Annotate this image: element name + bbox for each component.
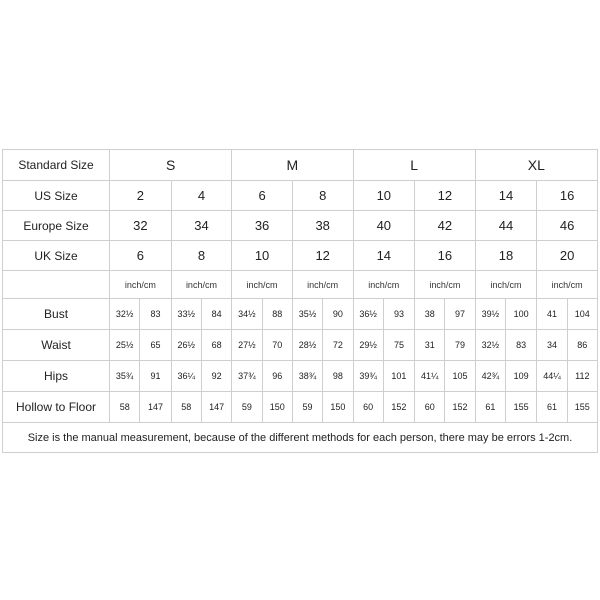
- europe-size-row: [3, 211, 598, 241]
- uk-size-cell: 8: [171, 241, 232, 271]
- hips-cm-value: 112: [567, 361, 597, 392]
- hips-cm-value: 96: [262, 361, 292, 392]
- standard-size-row: [3, 150, 598, 181]
- bust-inch-value: 32½: [110, 299, 140, 330]
- hollow-cm-value: 150: [262, 392, 292, 423]
- bust-inch-value: 35½: [292, 299, 322, 330]
- size-group-l: L: [353, 150, 475, 181]
- waist-cm-value: 83: [506, 330, 537, 361]
- size-chart-table: [2, 149, 598, 453]
- waist-cm-value: 68: [201, 330, 231, 361]
- us-size-label: US Size: [3, 181, 110, 211]
- europe-size-cell: 32: [110, 211, 172, 241]
- size-group-s: S: [110, 150, 232, 181]
- waist-cm-value: 70: [262, 330, 292, 361]
- europe-size-cell: 46: [537, 211, 598, 241]
- uk-size-label: UK Size: [3, 241, 110, 271]
- waist-cm-value: 79: [445, 330, 475, 361]
- hollow-inch-value: 60: [353, 392, 383, 423]
- unit-row-blank: [3, 271, 110, 299]
- hips-inch-value: 39¾: [353, 361, 383, 392]
- waist-cm-value: 65: [140, 330, 171, 361]
- hollow-cm-value: 152: [445, 392, 475, 423]
- hollow-to-floor-row: [3, 392, 598, 423]
- uk-size-row: [3, 241, 598, 271]
- bust-inch-value: 36½: [353, 299, 383, 330]
- standard-size-label: Standard Size: [3, 150, 110, 181]
- uk-size-cell: 18: [475, 241, 537, 271]
- bust-cm-value: 93: [383, 299, 414, 330]
- hips-inch-value: 44¼: [537, 361, 567, 392]
- hollow-inch-value: 61: [475, 392, 505, 423]
- hips-inch-value: 37¾: [232, 361, 262, 392]
- bust-cm-value: 88: [262, 299, 292, 330]
- hollow-cm-value: 150: [323, 392, 353, 423]
- hollow-to-floor-label: Hollow to Floor: [3, 392, 110, 423]
- uk-size-cell: 10: [232, 241, 293, 271]
- unit-label: inch/cm: [292, 271, 353, 299]
- europe-size-cell: 40: [353, 211, 415, 241]
- hollow-cm-value: 147: [140, 392, 171, 423]
- bust-cm-value: 83: [140, 299, 171, 330]
- hips-inch-value: 36¼: [171, 361, 201, 392]
- bust-label: Bust: [3, 299, 110, 330]
- unit-label: inch/cm: [537, 271, 598, 299]
- size-group-xl: XL: [475, 150, 597, 181]
- hollow-inch-value: 58: [171, 392, 201, 423]
- note-row: [3, 423, 598, 453]
- hollow-cm-value: 147: [201, 392, 231, 423]
- europe-size-cell: 44: [475, 211, 537, 241]
- europe-size-cell: 42: [415, 211, 476, 241]
- us-size-cell: 8: [292, 181, 353, 211]
- bust-cm-value: 90: [323, 299, 353, 330]
- uk-size-cell: 14: [353, 241, 415, 271]
- bust-inch-value: 33½: [171, 299, 201, 330]
- measurement-note: Size is the manual measurement, because of the different methods for each person, there may be errors 1-2cm.: [3, 423, 598, 453]
- hips-cm-value: 92: [201, 361, 231, 392]
- bust-cm-value: 97: [445, 299, 475, 330]
- europe-size-cell: 34: [171, 211, 232, 241]
- hips-inch-value: 42¾: [475, 361, 505, 392]
- bust-row: [3, 299, 598, 330]
- us-size-cell: 6: [232, 181, 293, 211]
- hips-cm-value: 109: [506, 361, 537, 392]
- uk-size-cell: 12: [292, 241, 353, 271]
- hips-label: Hips: [3, 361, 110, 392]
- hips-row: [3, 361, 598, 392]
- hollow-inch-value: 59: [232, 392, 262, 423]
- us-size-cell: 4: [171, 181, 232, 211]
- us-size-cell: 10: [353, 181, 415, 211]
- waist-inch-value: 27½: [232, 330, 262, 361]
- waist-inch-value: 34: [537, 330, 567, 361]
- hollow-inch-value: 58: [110, 392, 140, 423]
- us-size-cell: 16: [537, 181, 598, 211]
- waist-cm-value: 86: [567, 330, 597, 361]
- hips-inch-value: 35¾: [110, 361, 140, 392]
- waist-inch-value: 25½: [110, 330, 140, 361]
- us-size-cell: 12: [415, 181, 476, 211]
- waist-inch-value: 31: [415, 330, 445, 361]
- bust-inch-value: 38: [415, 299, 445, 330]
- unit-row: [3, 271, 598, 299]
- hips-cm-value: 91: [140, 361, 171, 392]
- waist-inch-value: 28½: [292, 330, 322, 361]
- europe-size-cell: 38: [292, 211, 353, 241]
- uk-size-cell: 16: [415, 241, 476, 271]
- unit-label: inch/cm: [353, 271, 415, 299]
- bust-inch-value: 41: [537, 299, 567, 330]
- bust-cm-value: 104: [567, 299, 597, 330]
- hollow-inch-value: 60: [415, 392, 445, 423]
- hips-cm-value: 101: [383, 361, 414, 392]
- unit-label: inch/cm: [171, 271, 232, 299]
- uk-size-cell: 20: [537, 241, 598, 271]
- hollow-cm-value: 155: [567, 392, 597, 423]
- hollow-cm-value: 155: [506, 392, 537, 423]
- europe-size-label: Europe Size: [3, 211, 110, 241]
- unit-label: inch/cm: [415, 271, 476, 299]
- unit-label: inch/cm: [475, 271, 537, 299]
- waist-inch-value: 26½: [171, 330, 201, 361]
- size-group-m: M: [232, 150, 353, 181]
- us-size-row: [3, 181, 598, 211]
- waist-inch-value: 29½: [353, 330, 383, 361]
- waist-label: Waist: [3, 330, 110, 361]
- hips-inch-value: 41¼: [415, 361, 445, 392]
- uk-size-cell: 6: [110, 241, 172, 271]
- unit-label: inch/cm: [110, 271, 172, 299]
- us-size-cell: 14: [475, 181, 537, 211]
- waist-cm-value: 75: [383, 330, 414, 361]
- europe-size-cell: 36: [232, 211, 293, 241]
- waist-cm-value: 72: [323, 330, 353, 361]
- hips-cm-value: 98: [323, 361, 353, 392]
- waist-row: [3, 330, 598, 361]
- hips-inch-value: 38¾: [292, 361, 322, 392]
- us-size-cell: 2: [110, 181, 172, 211]
- bust-inch-value: 39½: [475, 299, 505, 330]
- bust-cm-value: 100: [506, 299, 537, 330]
- hollow-inch-value: 61: [537, 392, 567, 423]
- waist-inch-value: 32½: [475, 330, 505, 361]
- hollow-inch-value: 59: [292, 392, 322, 423]
- hollow-cm-value: 152: [383, 392, 414, 423]
- unit-label: inch/cm: [232, 271, 293, 299]
- bust-cm-value: 84: [201, 299, 231, 330]
- hips-cm-value: 105: [445, 361, 475, 392]
- bust-inch-value: 34½: [232, 299, 262, 330]
